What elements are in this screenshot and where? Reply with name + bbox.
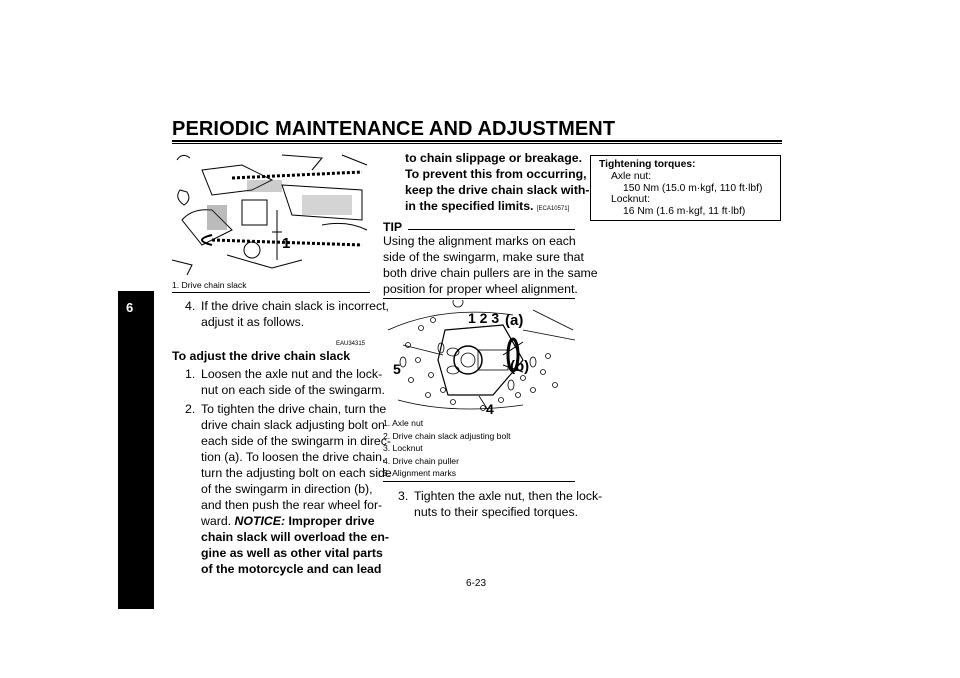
fig2-caption: 4. Drive chain puller	[383, 456, 459, 466]
notice-line: To prevent this from occurring,	[405, 167, 587, 181]
eau-code: EAU34315	[336, 341, 366, 347]
notice-line: of the motorcycle and can lead	[201, 562, 382, 576]
tip-line: position for proper wheel alignment.	[383, 282, 578, 296]
figure1-callout: 1	[282, 235, 291, 252]
fig2-callout-a: (a)	[505, 312, 524, 329]
page-title: PERIODIC MAINTENANCE AND ADJUSTMENT	[172, 118, 616, 140]
step4-line: If the drive chain slack is incorrect,	[201, 299, 389, 313]
eca-code: [ECA10571]	[536, 206, 570, 212]
figure1-caption: 1. Drive chain slack	[172, 280, 247, 290]
notice-line: keep the drive chain slack with-	[405, 183, 590, 197]
fig2-caption: 3. Locknut	[383, 443, 423, 453]
caption-divider	[172, 292, 370, 293]
title-rule-thin	[172, 143, 782, 144]
tip-label: TIP	[383, 220, 403, 234]
notice-text: in the specified limits.	[405, 199, 534, 213]
notice-text: Improper drive	[288, 514, 375, 528]
step2-line: To tighten the drive chain, turn the	[201, 402, 387, 416]
locknut-torque: 16 Nm (1.6 m·kgf, 11 ft·lbf)	[623, 206, 746, 217]
tip-line: both drive chain pullers are in the same	[383, 266, 598, 280]
step1-line: Loosen the axle nut and the lock-	[201, 367, 383, 381]
page-number: 6-23	[466, 578, 487, 589]
step3-line: Tighten the axle nut, then the lock-	[414, 489, 603, 503]
chapter-number: 6	[126, 300, 134, 315]
fig2-caption: 5. Alignment marks	[383, 468, 457, 478]
step4-line: adjust it as follows.	[201, 315, 305, 329]
fig2-callout-4: 4	[486, 401, 494, 417]
caption-divider	[383, 481, 575, 482]
tip-line: Using the alignment marks on each	[383, 234, 576, 248]
notice-line: chain slack will overload the en-	[201, 530, 389, 544]
fig2-caption: 1. Axle nut	[383, 418, 424, 428]
drive-chain-illustration	[172, 150, 372, 278]
step2-line: of the swingarm in direction (b),	[201, 482, 373, 496]
step2-line: each side of the swingarm in direc-	[201, 434, 392, 448]
notice-label: NOTICE:	[234, 514, 286, 528]
step2-line: drive chain slack adjusting bolt on	[201, 418, 385, 432]
step2-number: 2.	[185, 402, 196, 416]
tip-line: side of the swingarm, make sure that	[383, 250, 584, 264]
notice-line: to chain slippage or breakage.	[405, 151, 582, 165]
torque-heading: Tightening torques:	[599, 159, 696, 170]
fig2-callouts-123: 1 2 3	[468, 310, 500, 326]
fig2-callout-b: (b)	[510, 358, 530, 375]
step4-number: 4.	[185, 299, 196, 313]
fig2-caption: 2. Drive chain slack adjusting bolt	[383, 431, 511, 441]
step2-line: tion (a). To loosen the drive chain,	[201, 450, 386, 464]
axle-nut-label: Axle nut:	[611, 171, 652, 182]
step3-number: 3.	[398, 489, 409, 503]
step2-notice-line	[201, 513, 375, 529]
step2-line: turn the adjusting bolt on each side	[201, 466, 392, 480]
step2-line: and then push the rear wheel for-	[201, 498, 383, 512]
tip-top-rule	[408, 229, 575, 230]
axle-nut-torque: 150 Nm (15.0 m·kgf, 110 ft·lbf)	[623, 183, 763, 194]
tip-bottom-rule	[383, 298, 575, 299]
notice-line-last	[405, 198, 569, 217]
fig2-callout-5: 5	[393, 361, 401, 377]
title-rule	[172, 140, 782, 142]
step1-line: nut on each side of the swingarm.	[201, 383, 385, 397]
chapter-tab	[118, 291, 154, 609]
step1-number: 1.	[185, 367, 196, 381]
section-heading: To adjust the drive chain slack	[172, 349, 351, 363]
notice-line: gine as well as other vital parts	[201, 546, 383, 560]
step3-line: nuts to their specified torques.	[414, 505, 579, 519]
step2-text: ward.	[201, 514, 232, 528]
locknut-label: Locknut:	[611, 194, 650, 205]
